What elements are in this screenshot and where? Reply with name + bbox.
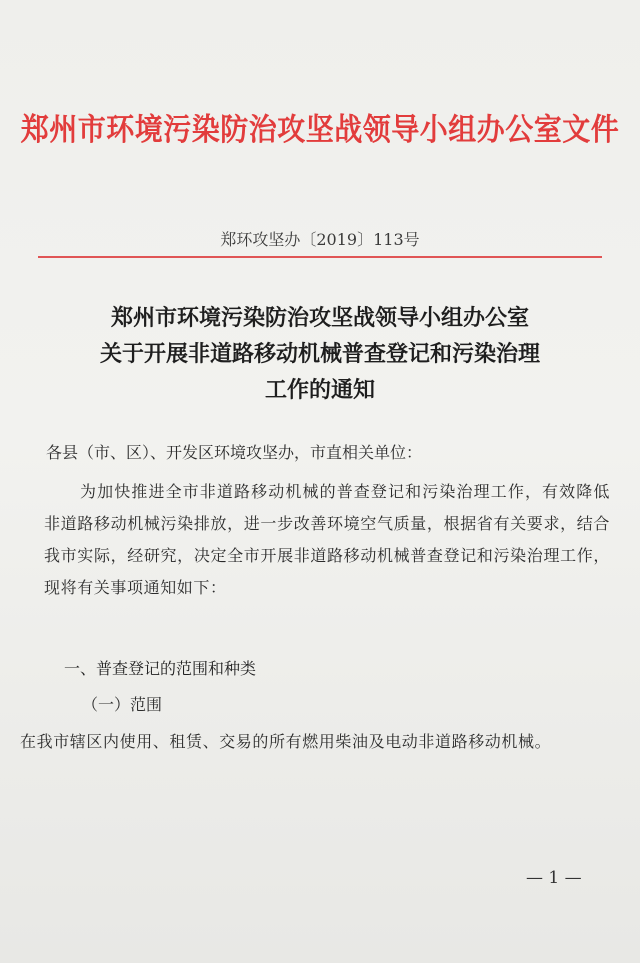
document-header: 郑州市环境污染防治攻坚战领导小组办公室文件 [20, 111, 620, 148]
document-number: 郑环攻坚办〔2019〕113号 [220, 230, 420, 249]
document-title [0, 300, 640, 408]
title-line-1: 郑州市环境污染防治攻坚战领导小组办公室 [110, 305, 529, 331]
section-heading: 一、普查登记的范围和种类 [64, 659, 257, 678]
title-line-3: 工作的通知 [264, 377, 375, 403]
addressee: 各县（市、区）、开发区环境攻坚办，市直相关单位： [46, 443, 423, 462]
scope-paragraph: 在我市辖区内使用、租赁、交易的所有燃用柴油及电动非道路移动机械。 [20, 732, 552, 751]
intro-paragraph: 为加快推进全市非道路移动机械的普查登记和污染治理工作，有效降低非道路移动机械污染排放，进一步改善环境空气质量，根据省有关要求，结合我市实际，经研究，决定全市开展非道路移动机械普查登记和污染治理工作，现将有关事项通知如下： [44, 482, 610, 597]
title-line-2: 关于开展非道路移动机械普查登记和污染治理 [99, 341, 540, 367]
page-number: — 1 — [526, 868, 582, 888]
header-divider [38, 256, 602, 258]
subsection-heading: （一）范围 [82, 695, 163, 714]
